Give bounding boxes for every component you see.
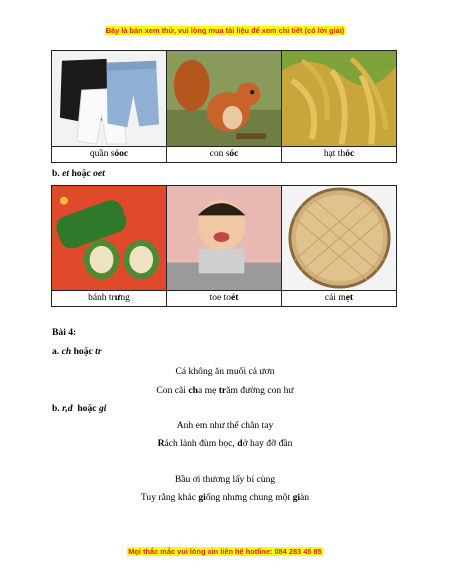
- poem-b-line1: Anh em như thể chân tay: [176, 420, 274, 431]
- caption-con-soc: con sóc: [167, 147, 282, 162]
- sieve-basket-image: [282, 186, 396, 290]
- section-a-heading: a. ch hoặc tr: [52, 346, 102, 357]
- section-b2-heading: b. r,d hoặc gi: [52, 403, 107, 414]
- image-grid-row2: [51, 185, 397, 291]
- poem-a-line2: Con cãi cha mẹ trăm đường con hư: [156, 385, 294, 396]
- rice-image: [282, 51, 396, 146]
- poem-b-line4: Tuy rằng khác giống nhưng chung một giàn: [140, 492, 310, 503]
- baby-image: [167, 186, 282, 290]
- caption-row1: [51, 147, 397, 163]
- poem-b-line3: Bầu ơi thương lấy bí cùng: [174, 474, 276, 485]
- exercise-title: Bài 4:: [52, 327, 77, 338]
- caption-toe-toet: toe toét: [167, 291, 282, 306]
- section-b-heading: b. et hoặc oet: [52, 168, 105, 179]
- preview-banner: Đây là bản xem thử, vui lòng mua tài liệu để xem chi tiết (có lời giải): [105, 26, 345, 35]
- caption-hat-thoc: hạt thóc: [323, 149, 355, 159]
- caption-quan-sooc: quần sóoc: [52, 147, 167, 162]
- squirrel-image: [167, 51, 282, 146]
- caption-cai-met: cái mẹt: [324, 293, 354, 303]
- poem-a-line1: Cá không ăn muối cá ươn: [175, 366, 275, 377]
- shorts-image: [52, 51, 167, 146]
- caption-row2: [51, 291, 397, 307]
- poem-b-line2: Rách lành đùm bọc, dở hay đỡ đần: [157, 438, 293, 449]
- caption-banh-trung: bánh trưng: [52, 291, 167, 306]
- image-grid-row1: [51, 50, 397, 147]
- banh-tet-image: [52, 186, 167, 290]
- hotline-banner: Mọi thắc mắc vui lòng xin liên hệ hotline: 084 283 45 85: [128, 547, 322, 556]
